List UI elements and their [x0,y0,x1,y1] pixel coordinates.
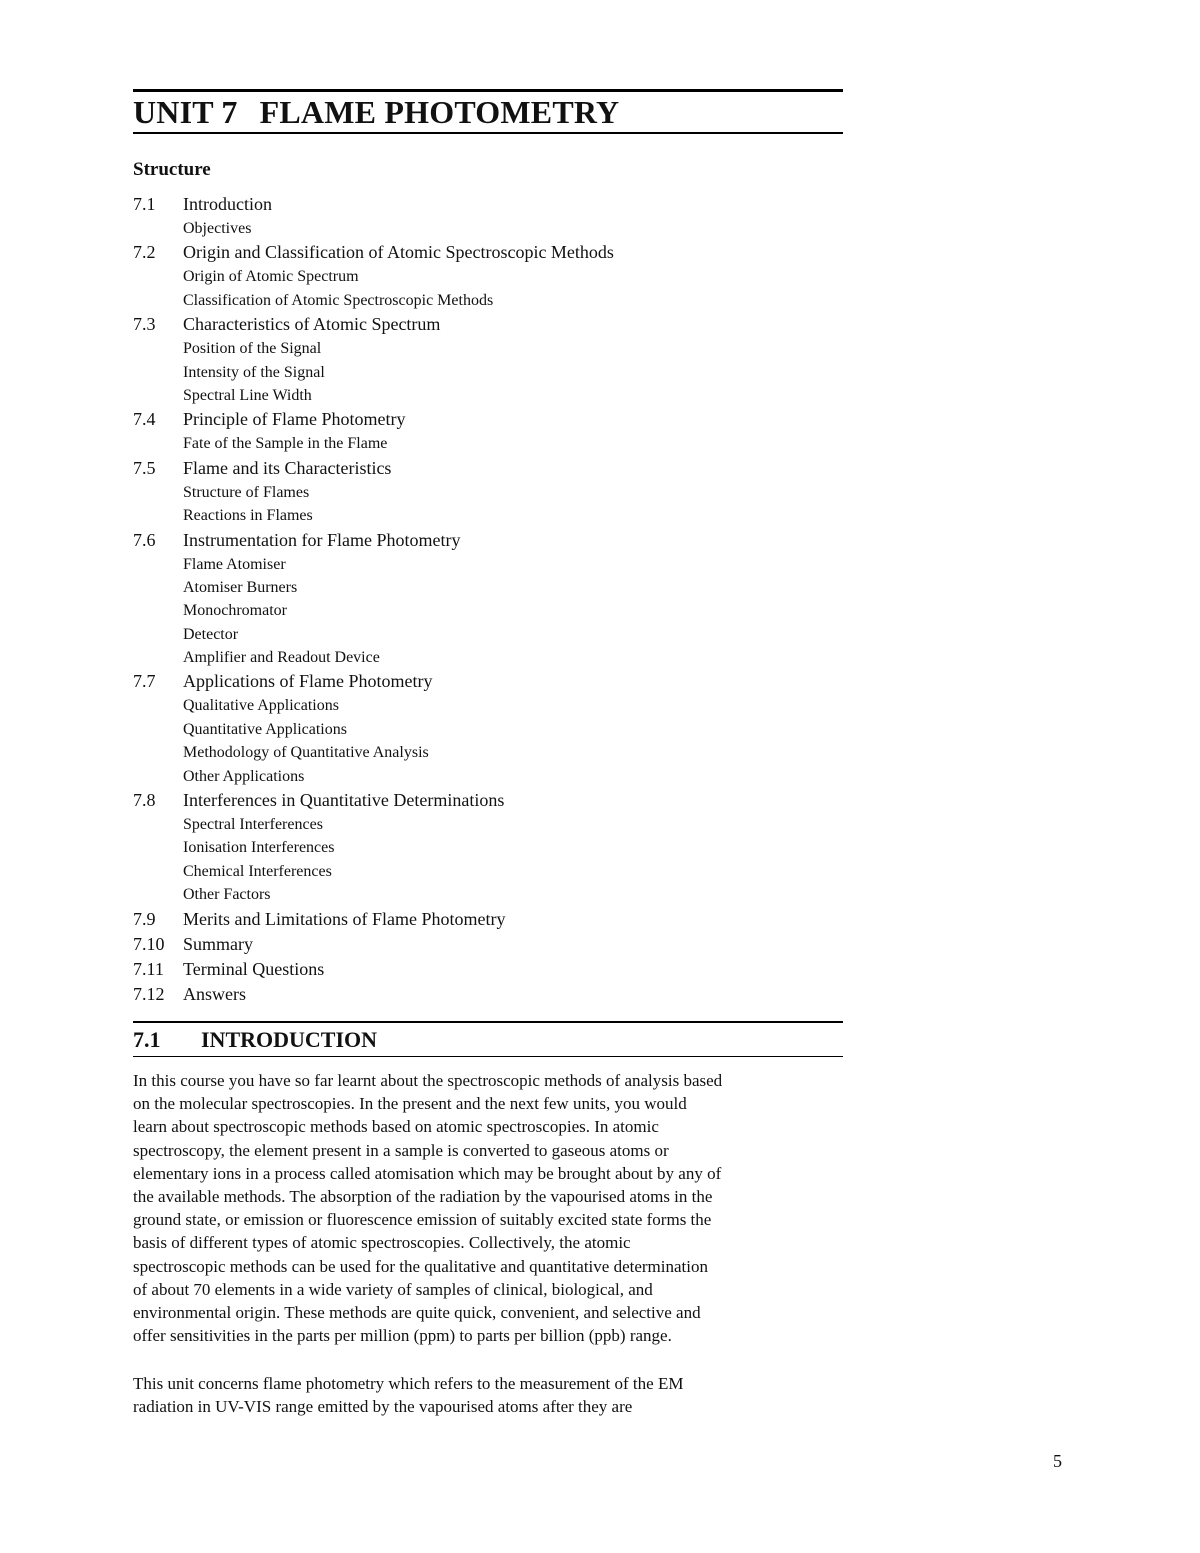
toc-subentry-title: Objectives [183,220,252,237]
toc-subentry-title: Amplifier and Readout Device [183,649,380,667]
toc-entry [133,407,833,432]
toc-subentry-title: Origin of Atomic Spectrum [183,268,359,286]
toc-entry-title: Flame and its Characteristics [183,457,392,478]
section-top-rule [133,1021,843,1023]
toc-entry [133,788,833,813]
toc-subentry-title: Other Applications [183,767,305,785]
toc-entry [133,528,833,553]
paragraph-line: In this course you have so far learnt about the spectroscopic methods of analysis based [133,1071,723,1090]
toc-subentry-title: Structure of Flames [183,483,310,501]
toc-subentry [133,289,833,312]
toc-subentry [133,337,833,360]
toc-subentry [133,384,833,407]
toc-entry [133,669,833,694]
paragraph-line: spectroscopic methods can be used for the qualitative and quantitative determination [133,1256,708,1276]
toc-entry [133,312,833,337]
toc-subentry-title: Classification of Atomic Spectroscopic Methods [183,291,494,309]
toc-subentry-title: Ionisation Interferences [183,839,335,857]
toc-entry-number: 7.9 [133,908,156,929]
paragraph-line: spectroscopy, the element present in a sample is converted to gaseous atoms or [133,1140,669,1160]
toc-subentry [133,599,833,622]
toc-entry [133,456,833,481]
toc-subentry [133,646,833,669]
toc-entry-number: 7.10 [133,933,165,954]
paragraph-line: the available methods. The absorption of the radiation by the vapourised atoms in the [133,1187,713,1207]
toc-subentry-title: Quantitative Applications [183,720,347,738]
toc-subentry [133,836,833,859]
toc-subentry [133,718,833,741]
paragraph-line: environmental origin. These methods are quite quick, convenient, and selective and [133,1303,701,1323]
toc-subentry-title: Position of the Signal [183,340,322,358]
toc-subentry [133,883,833,906]
toc-entry-title: Summary [183,933,253,954]
toc-subentry-title: Reactions in Flames [183,507,313,525]
paragraph-line: offer sensitivities in the parts per million (ppm) to parts per billion (ppb) range. [133,1326,672,1346]
unit-name: FLAME PHOTOMETRY [259,94,620,130]
toc-subentry [133,217,833,240]
toc-entry-number: 7.12 [133,983,165,1004]
toc-entry [133,907,833,932]
page-number: 5 [1053,1451,1062,1471]
toc-entry-number: 7.5 [133,457,156,478]
toc-entry [133,192,833,217]
toc-subentry [133,813,833,836]
toc-subentry [133,432,833,455]
toc-subentry-title: Spectral Interferences [183,816,323,834]
paragraph-line: of about 70 elements in a wide variety of samples of clinical, biological, and [133,1279,653,1299]
toc-entry-title: Answers [183,983,246,1004]
table-of-contents [133,192,833,1007]
toc-subentry [133,741,833,764]
toc-subentry-title: Methodology of Quantitative Analysis [183,744,429,762]
toc-entry [133,957,833,982]
paragraph-line: ground state, or emission or fluorescence emission of suitably excited state forms the [133,1210,712,1230]
toc-entry-title: Characteristics of Atomic Spectrum [183,314,441,335]
unit-title [133,92,619,132]
toc-entry-number: 7.6 [133,529,156,550]
paragraph-line: This unit concerns flame photometry which refers to the measurement of the EM [133,1374,684,1393]
toc-entry-title: Principle of Flame Photometry [183,409,406,430]
toc-subentry-title: Intensity of the Signal [183,363,325,381]
toc-subentry-title: Spectral Line Width [183,386,312,404]
section-title: INTRODUCTION [201,1027,378,1052]
toc-entry-number: 7.1 [133,194,156,214]
toc-entry-title: Introduction [183,194,272,214]
toc-subentry [133,553,833,576]
toc-subentry [133,860,833,883]
toc-subentry-title: Monochromator [183,602,287,620]
toc-subentry-title: Atomiser Burners [183,578,298,596]
toc-subentry-title: Other Factors [183,886,271,904]
paragraph-line: elementary ions in a process called atomisation which may be brought about by any of [133,1163,722,1183]
toc-entry-title: Applications of Flame Photometry [183,671,433,692]
toc-subentry [133,623,833,646]
toc-subentry [133,265,833,288]
toc-subentry [133,576,833,599]
toc-entry-number: 7.11 [133,958,164,979]
toc-entry-title: Origin and Classification of Atomic Spectroscopic Methods [183,242,614,263]
title-bottom-rule [133,132,843,134]
section-heading [133,1025,377,1055]
toc-subentry [133,765,833,788]
paragraph-line: radiation in UV-VIS range emitted by the vapourised atoms after they are [133,1397,633,1417]
structure-heading: Structure [133,159,211,180]
toc-entry-number: 7.2 [133,242,156,263]
toc-subentry-title: Flame Atomiser [183,555,286,573]
toc-entry-title: Merits and Limitations of Flame Photometry [183,908,506,929]
toc-entry-title: Interferences in Quantitative Determinations [183,790,505,811]
toc-entry [133,240,833,265]
section-bottom-rule [133,1056,843,1057]
toc-entry-title: Terminal Questions [183,958,325,979]
toc-entry-number: 7.8 [133,790,156,811]
paragraph-line: on the molecular spectroscopies. In the present and the next few units, you would [133,1094,687,1114]
toc-subentry [133,694,833,717]
unit-number: UNIT 7 [133,94,238,130]
toc-subentry-title: Qualitative Applications [183,697,339,715]
introduction-paragraph-1 [133,1069,853,1347]
toc-subentry-title: Chemical Interferences [183,862,332,880]
toc-entry [133,932,833,957]
toc-subentry-title: Fate of the Sample in the Flame [183,435,388,453]
toc-entry [133,982,833,1007]
toc-entry-title: Instrumentation for Flame Photometry [183,529,461,550]
toc-subentry [133,361,833,384]
paragraph-line: learn about spectroscopic methods based on atomic spectroscopies. In atomic [133,1117,659,1137]
toc-subentry [133,481,833,504]
paragraph-line: basis of different types of atomic spectroscopies. Collectively, the atomic [133,1233,631,1253]
introduction-paragraph-2 [133,1372,853,1418]
toc-entry-number: 7.4 [133,409,156,430]
toc-subentry [133,504,833,527]
toc-entry-number: 7.7 [133,671,156,692]
section-number: 7.1 [133,1027,161,1052]
toc-entry-number: 7.3 [133,314,156,335]
toc-subentry-title: Detector [183,625,239,643]
